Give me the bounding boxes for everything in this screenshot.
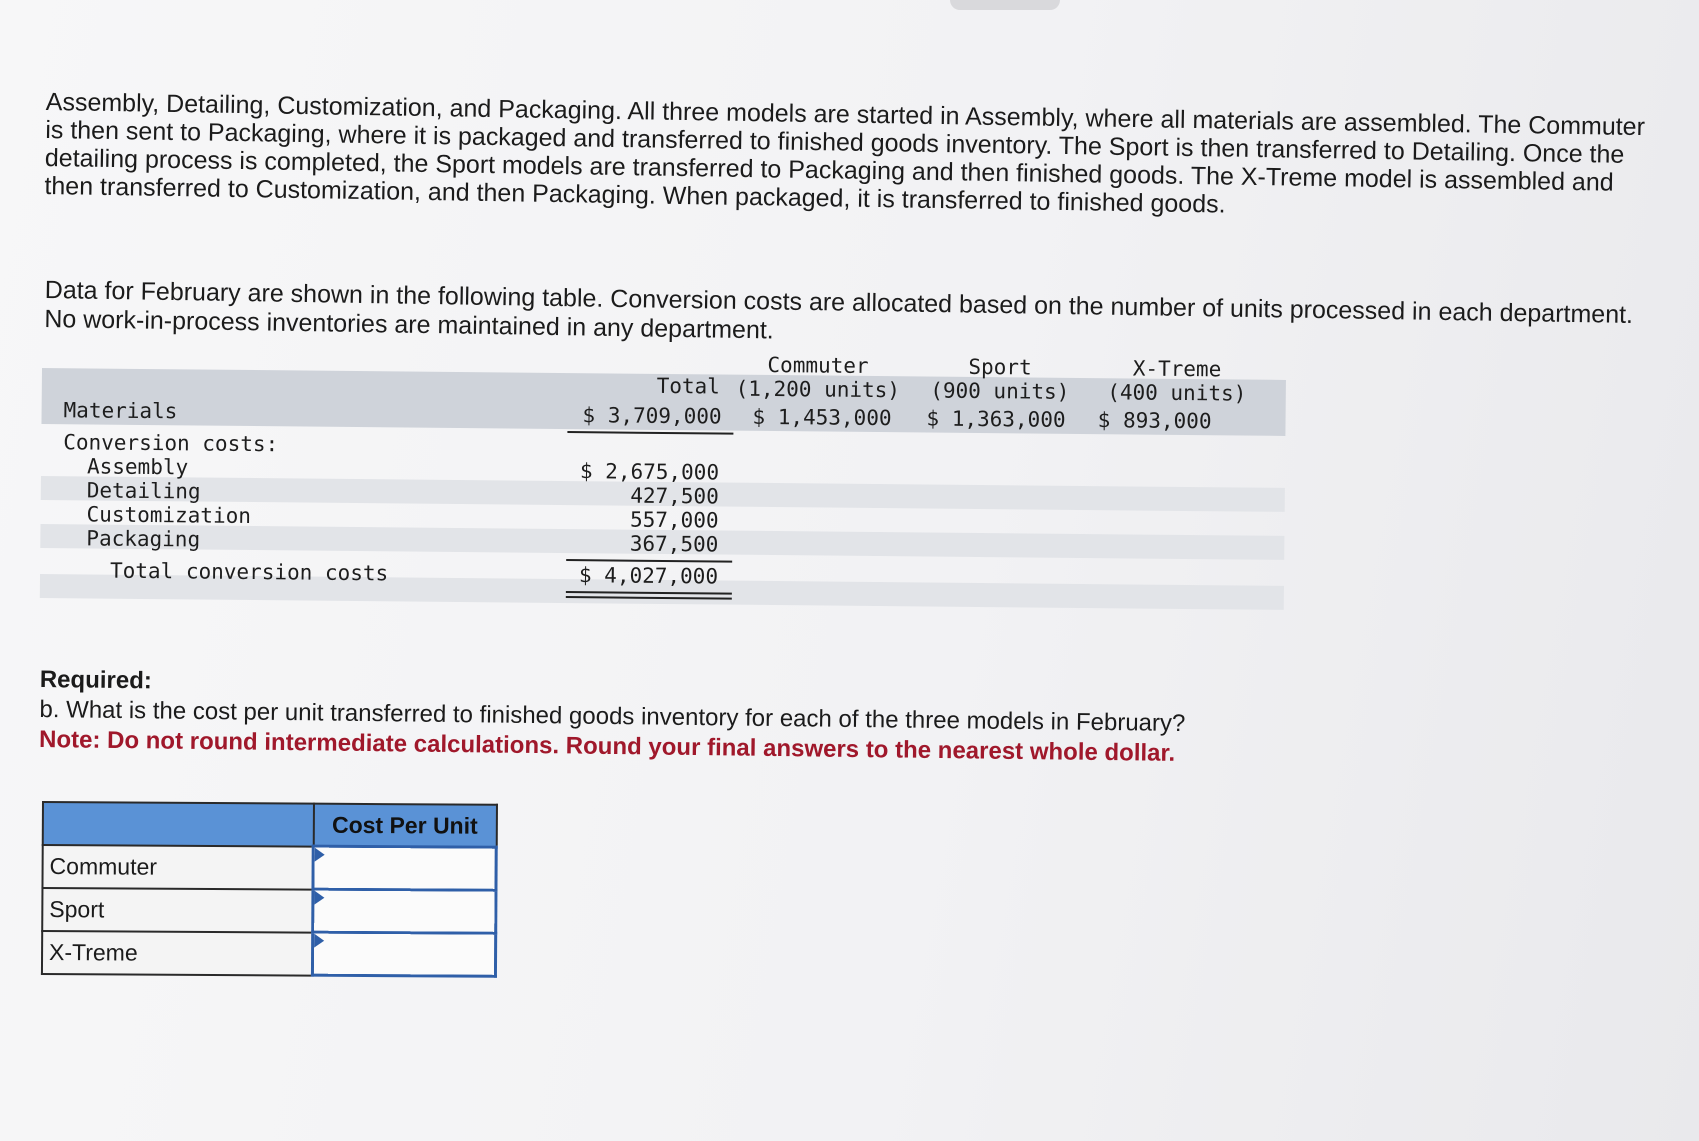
answer-cell-commuter[interactable] (313, 846, 496, 890)
answer-cell-xtreme[interactable] (312, 932, 495, 976)
cost-data-table (39, 352, 1286, 650)
conversion-assembly-total: $ 2,675,000 (579, 459, 720, 485)
input-marker-icon (315, 848, 325, 862)
answer-header-blank (43, 802, 314, 846)
conversion-underline (566, 559, 732, 563)
conversion-costs-label: Conversion costs: (63, 430, 279, 457)
top-tab-handle (950, 0, 1060, 10)
materials-label: Materials (63, 398, 178, 424)
conversion-customization-label: Customization (86, 502, 252, 529)
materials-total: $ 3,709,000 (582, 403, 722, 429)
header-commuter-name: Commuter (767, 352, 869, 378)
answer-row-xtreme (42, 931, 496, 977)
answer-label-commuter: Commuter (42, 845, 313, 890)
header-xtreme-units: (400 units) (1107, 380, 1247, 406)
data-paragraph: Data for February are shown in the following table. Conversion costs are allocated based on the number of units processed in each department. No work-in-process inventories are maintained in any department. (44, 276, 1634, 345)
materials-xtreme: $ 893,000 (1097, 408, 1212, 434)
sport-cost-input[interactable] (314, 892, 494, 931)
conversion-assembly-label: Assembly (86, 454, 189, 480)
xtreme-cost-input[interactable] (314, 935, 494, 974)
materials-commuter: $ 1,453,000 (752, 404, 892, 431)
header-xtreme-name: X-Treme (1132, 356, 1222, 382)
answer-row-sport (42, 888, 496, 934)
intro-paragraph: Assembly, Detailing, Customization, and Packaging. All three models are started in Assembly, where all materials are assembled. The Commuter is then sent to Packaging, where it is packaged and transferred to finished goods inventory. The Sport is then transferred to Detailing. Once the detailing process is completed, the Sport models are transferred to Packaging and then finished goods. The X-Treme model is assembled and then transferred to Customization, and then Packaging. When packaged, it is transferred to finished goods. (44, 88, 1646, 219)
answer-cell-sport[interactable] (313, 889, 496, 933)
header-sport-name: Sport (968, 354, 1032, 380)
required-title: Required: (39, 665, 152, 695)
answer-header-row (43, 802, 497, 847)
total-conversion-label: Total conversion costs (109, 558, 389, 586)
answer-header-cost-per-unit: Cost Per Unit (313, 804, 496, 848)
conversion-detailing-total: 427,500 (630, 483, 719, 509)
conversion-packaging-total: 367,500 (629, 531, 719, 557)
header-commuter-units: (1,200 units) (735, 376, 901, 403)
required-note: Note: Do not round intermediate calculations. Round your final answers to the nearest whole dollar. (38, 725, 1176, 767)
answer-label-xtreme: X-Treme (42, 931, 313, 976)
required-question: b. What is the cost per unit transferred to finished goods inventory for each of the three models in February? (39, 695, 1186, 737)
conversion-detailing-label: Detailing (86, 478, 201, 504)
total-conversion-total: $ 4,027,000 (578, 563, 719, 589)
conversion-customization-total: 557,000 (629, 507, 719, 533)
input-marker-icon (314, 934, 324, 948)
input-marker-icon (314, 891, 324, 905)
commuter-cost-input[interactable] (314, 849, 494, 888)
header-sport-units: (900 units) (930, 378, 1070, 404)
answer-table (41, 801, 498, 978)
answer-label-sport: Sport (42, 888, 313, 933)
required-section (39, 665, 1540, 773)
answer-row-commuter (42, 845, 496, 891)
materials-sport: $ 1,363,000 (926, 406, 1066, 432)
header-total: Total (656, 373, 720, 399)
conversion-packaging-label: Packaging (86, 526, 201, 552)
materials-underline (567, 431, 733, 435)
